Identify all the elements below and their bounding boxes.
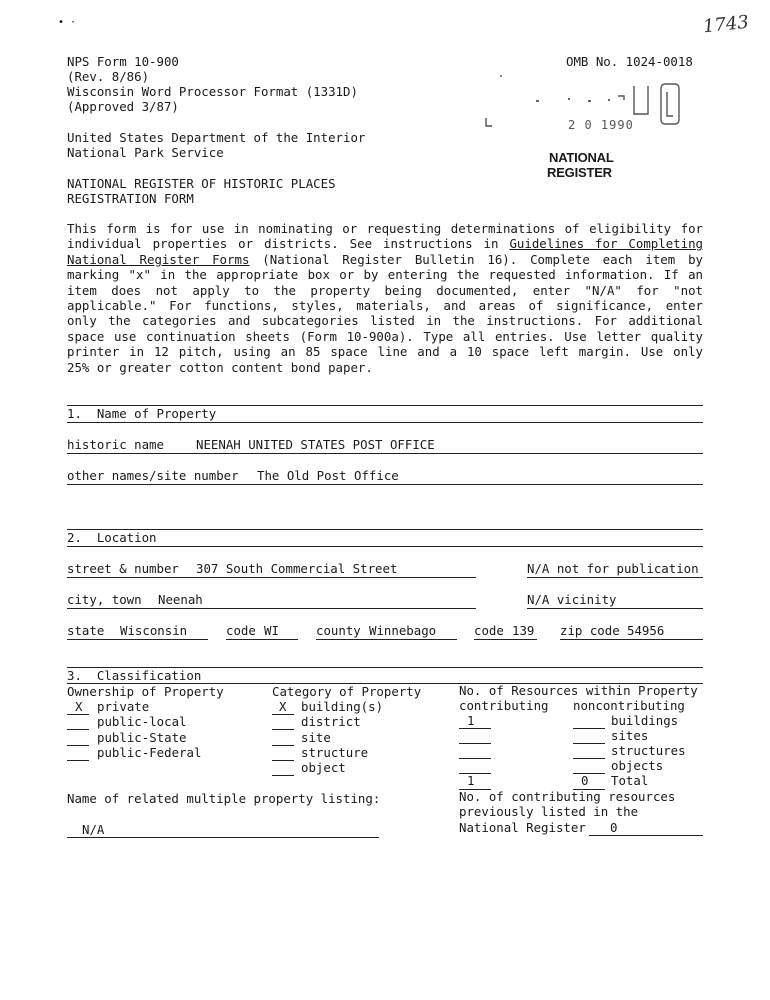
form-revision: (Rev. 8/86) xyxy=(67,69,150,84)
agency-department: United States Department of the Interior xyxy=(67,130,366,145)
checkbox-line[interactable] xyxy=(272,714,294,715)
count-line xyxy=(573,743,605,744)
stamp-national: NATIONAL xyxy=(549,150,614,165)
instructions-line: only the categories and subcategories listed in the instructions. For additional xyxy=(67,313,703,329)
field-line xyxy=(67,639,208,640)
noncontributing-label: noncontributing xyxy=(573,698,685,713)
contributing-count[interactable]: 1 xyxy=(467,713,475,728)
count-line xyxy=(573,728,605,729)
contributing-label: contributing xyxy=(459,698,549,713)
count-line xyxy=(459,758,491,759)
resource-label: Total xyxy=(611,773,649,788)
zip-value[interactable]: 54956 xyxy=(627,623,665,638)
zip-label: zip code xyxy=(560,623,620,638)
resources-heading: No. of Resources within Property xyxy=(459,683,698,698)
count-line xyxy=(573,773,605,774)
field-line xyxy=(67,484,703,485)
instructions-paragraph xyxy=(67,221,703,375)
instructions-line xyxy=(67,236,703,251)
resource-label: structures xyxy=(611,743,686,758)
ownership-mark[interactable]: X xyxy=(75,699,83,714)
other-names-label: other names/site number xyxy=(67,468,239,483)
field-line xyxy=(589,835,703,836)
form-approval: (Approved 3/87) xyxy=(67,99,179,114)
instructions-text: (National Register Bulletin 16). Complete each item by xyxy=(249,251,703,267)
category-label: structure xyxy=(301,745,369,760)
instructions-text: individual properties or districts. See instructions in xyxy=(67,236,510,252)
not-for-publication[interactable]: N/A not for publication xyxy=(527,561,699,576)
state-code-value[interactable]: WI xyxy=(264,623,279,638)
previously-listed-label: National Register xyxy=(459,820,586,835)
field-line xyxy=(527,577,703,578)
section-divider xyxy=(67,422,703,423)
section-divider xyxy=(67,529,703,530)
section2-heading: 2. Location xyxy=(67,530,157,545)
multiple-listing-value[interactable]: N/A xyxy=(82,822,105,837)
guidelines-title-cont: National Register Forms xyxy=(67,251,250,267)
category-label: object xyxy=(301,760,346,775)
vicinity[interactable]: N/A vicinity xyxy=(527,592,617,607)
stamp-date: 2 0 1990 xyxy=(568,118,634,132)
category-label: district xyxy=(301,714,361,729)
state-value[interactable]: Wisconsin xyxy=(120,623,188,638)
field-line xyxy=(316,639,457,640)
handwritten-number: 1743 xyxy=(702,11,750,38)
category-heading: Category of Property xyxy=(272,684,422,699)
checkbox-line[interactable] xyxy=(272,745,294,746)
section-divider xyxy=(67,546,703,547)
resource-label: buildings xyxy=(611,713,679,728)
section3-heading: 3. Classification xyxy=(67,668,202,683)
instructions-line: 25% or greater cotton content bond paper. xyxy=(67,359,373,375)
omb-number: OMB No. 1024-0018 xyxy=(566,54,693,69)
field-line xyxy=(474,639,537,640)
other-names-value[interactable]: The Old Post Office xyxy=(257,468,399,483)
field-line xyxy=(527,608,703,609)
checkbox-line[interactable] xyxy=(67,714,89,715)
state-label: state xyxy=(67,623,105,638)
previously-listed-count[interactable]: 0 xyxy=(610,820,618,835)
form-title: NATIONAL REGISTER OF HISTORIC PLACES xyxy=(67,176,336,191)
guidelines-title: Guidelines for Completing xyxy=(509,236,704,252)
count-line xyxy=(459,773,491,774)
category-label: site xyxy=(301,730,331,745)
checkbox-line[interactable] xyxy=(272,775,294,776)
instructions-line: printer in 12 pitch, using an 85 space line and a 10 space left margin. Use only xyxy=(67,344,703,360)
county-code-value[interactable]: 139 xyxy=(512,623,535,638)
stamp-register: REGISTER xyxy=(547,165,612,180)
street-value[interactable]: 307 South Commercial Street xyxy=(196,561,398,576)
count-line xyxy=(459,728,491,729)
ownership-label: public-State xyxy=(97,730,187,745)
total-noncontributing[interactable]: 0 xyxy=(581,773,589,788)
checkbox-line[interactable] xyxy=(67,745,89,746)
instructions-line: space use continuation sheets (Form 10-900a). Type all entries. Use letter quality xyxy=(67,328,703,344)
field-line xyxy=(67,608,476,609)
ownership-label: public-Federal xyxy=(97,745,202,760)
section1-heading: 1. Name of Property xyxy=(67,406,217,421)
ownership-label: public-local xyxy=(97,714,187,729)
county-value[interactable]: Winnebago xyxy=(369,623,437,638)
count-line xyxy=(573,758,605,759)
field-line xyxy=(560,639,703,640)
resource-label: objects xyxy=(611,758,664,773)
historic-name-label: historic name xyxy=(67,437,164,452)
field-line xyxy=(67,577,476,578)
county-label: county xyxy=(316,623,361,638)
total-contributing[interactable]: 1 xyxy=(467,773,475,788)
field-line xyxy=(67,837,379,838)
category-label: building(s) xyxy=(301,699,384,714)
instructions-line: applicable." For functions, styles, materials, and areas of significance, enter xyxy=(67,297,703,313)
count-line xyxy=(459,743,491,744)
historic-name-value[interactable]: NEENAH UNITED STATES POST OFFICE xyxy=(196,437,435,452)
form-format: Wisconsin Word Processor Format (1331D) xyxy=(67,84,358,99)
city-value[interactable]: Neenah xyxy=(158,592,203,607)
checkbox-line[interactable] xyxy=(67,760,89,761)
previously-listed-label: previously listed in the xyxy=(459,804,639,819)
street-label: street & number xyxy=(67,561,179,576)
form-subtitle: REGISTRATION FORM xyxy=(67,191,194,206)
checkbox-line[interactable] xyxy=(272,760,294,761)
resource-label: sites xyxy=(611,728,649,743)
instructions-line: This form is for use in nominating or requesting determinations of eligibility for xyxy=(67,221,703,236)
category-mark[interactable]: X xyxy=(279,699,287,714)
instructions-line: item does not apply to the property being documented, enter "N/A" for "not xyxy=(67,282,703,298)
ownership-heading: Ownership of Property xyxy=(67,684,224,699)
agency-service: National Park Service xyxy=(67,145,224,160)
multiple-listing-label: Name of related multiple property listing: xyxy=(67,791,381,806)
form-number: NPS Form 10-900 xyxy=(67,54,179,69)
previously-listed-label: No. of contributing resources xyxy=(459,789,676,804)
state-code-label: code xyxy=(226,623,256,638)
city-label: city, town xyxy=(67,592,142,607)
instructions-line: marking "x" in the appropriate box or by entering the requested information. If an xyxy=(67,267,703,283)
speck-marks: • · xyxy=(58,17,77,28)
field-line xyxy=(67,453,703,454)
ownership-label: private xyxy=(97,699,150,714)
field-line xyxy=(226,639,298,640)
checkbox-line[interactable] xyxy=(67,729,89,730)
checkbox-line[interactable] xyxy=(272,729,294,730)
instructions-line xyxy=(67,252,703,267)
county-code-label: code xyxy=(474,623,504,638)
